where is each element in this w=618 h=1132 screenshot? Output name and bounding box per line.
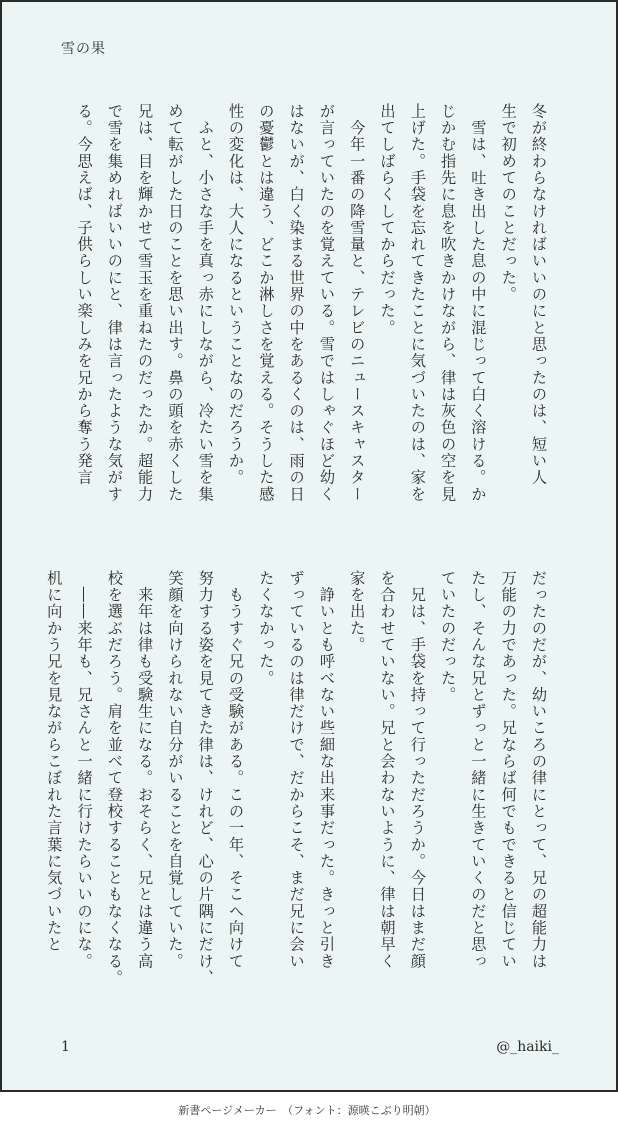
text-line: 出てしばらくしてからだった。 bbox=[378, 103, 397, 337]
text-line: 雪は、吐き出した息の中に混じって白く溶ける。か bbox=[469, 103, 488, 503]
page-title: 雪の果 bbox=[61, 41, 106, 57]
text-block-top bbox=[69, 103, 554, 563]
text-line: 努力する姿を見てきた律は、けれど、心の片隅にだけ、 bbox=[196, 570, 215, 987]
text-line: で雪を集めればいいのにと、律は言ったような気がす bbox=[105, 103, 124, 503]
text-block-bottom bbox=[39, 570, 554, 1030]
text-line: 万能の力であった。兄ならば何でもできると信じてい bbox=[499, 570, 518, 970]
text-line: じかむ指先に息を吹きかけながら、律は灰色の空を見 bbox=[439, 103, 458, 503]
text-line: が言っていたのを覚えている。雪ではしゃぐほど幼く bbox=[317, 103, 336, 503]
text-line: たくなかった。 bbox=[257, 570, 276, 687]
text-line: 冬が終わらなければいいのにと思ったのは、短い人 bbox=[530, 103, 548, 486]
text-line: る。今思えば、子供らしい楽しみを兄から奪う発言 bbox=[75, 103, 94, 486]
page-number: 1 bbox=[61, 1039, 70, 1055]
text-line: ていたのだった。 bbox=[439, 570, 458, 704]
text-line: 机に向かう兄を見ながらこぼれた言葉に気づいたと bbox=[45, 570, 64, 953]
text-line: 生で初めてのことだった。 bbox=[499, 103, 518, 303]
text-line: 来年は律も受験生になる。おそらく、兄とは違う高 bbox=[136, 570, 155, 970]
text-line: めて転がした日のことを思い出す。鼻の頭を赤くした bbox=[166, 103, 185, 503]
text-line: 兄は、手袋を持って行っただろうか。今日はまだ顔 bbox=[408, 570, 427, 970]
text-line: はないが、白く染まる世界の中をあるくのは、雨の日 bbox=[287, 103, 306, 503]
text-line: たし、そんな兄とずっと一緒に生きていくのだと思っ bbox=[469, 570, 488, 970]
text-line: 性の変化は、大人になるということなのだろうか。 bbox=[227, 103, 246, 486]
text-line: ふと、小さな手を真っ赤にしながら、冷たい雪を集 bbox=[196, 103, 215, 503]
text-line: だったのだが、幼いころの律にとって、兄の超能力は bbox=[530, 570, 548, 970]
text-line: 今年一番の降雪量と、テレビのニュースキャスター bbox=[348, 103, 367, 503]
text-line: 上げた。手袋を忘れてきたことに気づいたのは、家を bbox=[408, 103, 427, 503]
text-line: の憂鬱とは違う、どこか淋しさを覚える。そうした感 bbox=[257, 103, 276, 503]
text-line: 校を選ぶだろう。肩を並べて登校することもなくなる。 bbox=[105, 570, 124, 987]
text-line: 笑顔を向けられない自分がいることを自覚していた。 bbox=[166, 570, 185, 970]
text-line: ――来年も、兄さんと一緒に行けたらいいのにな。 bbox=[75, 570, 94, 970]
text-line: を合わせていない。兄と会わないように、律は朝早く bbox=[378, 570, 397, 970]
text-line: ずっているのは律だけで、だからこそ、まだ兄に会い bbox=[287, 570, 306, 970]
text-line: 家を出た。 bbox=[348, 570, 367, 654]
generator-footer: 新書ページメーカー （フォント：源暎こぶり明朝） bbox=[178, 1104, 436, 1117]
text-line: 諍いとも呼べない些細な出来事だった。きっと引き bbox=[317, 570, 336, 970]
text-line: 兄は、目を輝かせて雪玉を重ねたのだったか。超能力 bbox=[136, 103, 155, 503]
text-line: もうすぐ兄の受験がある。この一年、そこへ向けて bbox=[227, 570, 246, 970]
author-handle: @_haiki_ bbox=[496, 1039, 559, 1055]
